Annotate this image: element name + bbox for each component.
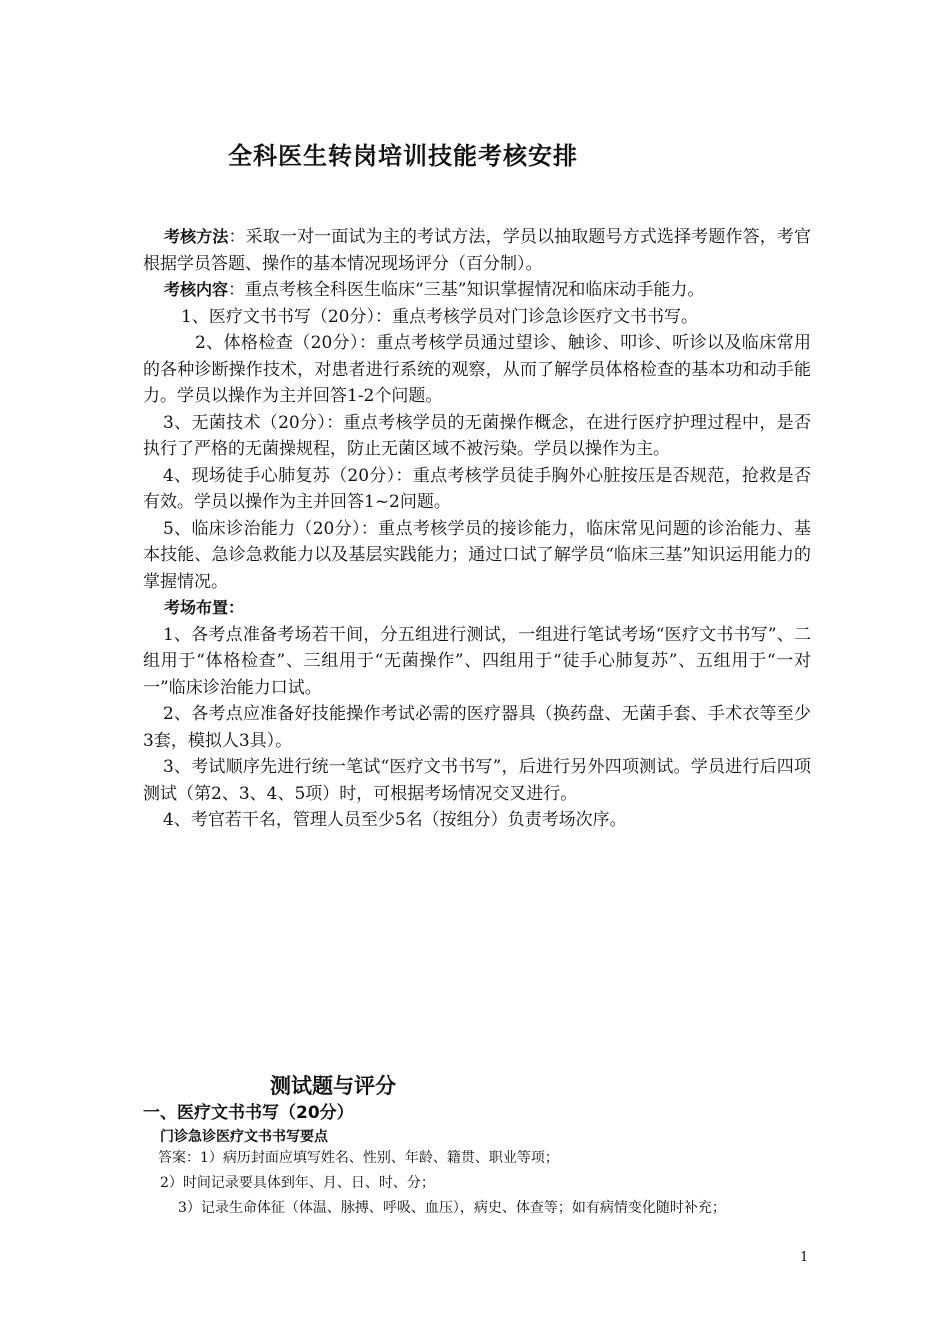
subheading: 门诊急诊医疗文书书写要点 (160, 1129, 328, 1145)
layout-item: 2、各考点应准备好技能操作考试必需的医疗器具（换药盘、无菌手套、手术衣等至少3套，模拟人3具）。 (143, 704, 811, 751)
layout-item: 1、各考点准备考场若干间，分五组进行测试，一组进行笔试考场“医疗文书书写”、二组用于“体格检查”、三组用于“无菌操作”、四组用于“徒手心肺复苏”、五组用于“一对一”临床诊治能力口试。 (143, 624, 811, 698)
content-paragraph (143, 277, 811, 304)
page-number: 1 (800, 1250, 809, 1265)
layout-item: 3、考试顺序先进行统一笔试“医疗文书书写”，后进行另外四项测试。学员进行后四项测试（第2、3、4、5项）时，可根据考场情况交叉进行。 (143, 757, 811, 804)
content-item: 1、医疗文书书写（20分）：重点考核学员对门诊急诊医疗文书书写。 (181, 306, 698, 327)
method-text: ：采取一对一面试为主的考试方法，学员以抽取题号方式选择考题作答，考官根据学员答题、操作的基本情况现场评分（百分制）。 (143, 227, 811, 274)
document-title: 全科医生转岗培训技能考核安排 (228, 142, 578, 170)
exam-arrangement-body (143, 224, 811, 834)
content-item: 2、体格检查（20分）：重点考核学员通过望诊、触诊、叩诊、听诊以及临床常用的各种诊断操作技术，对患者进行系统的观察，从而了解学员体格检查的基本功和动手能力。学员以操作为主并回答1-2个问题。 (143, 333, 811, 406)
content-item: 5、临床诊治能力（20分）：重点考核学员的接诊能力，临床常见问题的诊治能力、基本技能、急诊急救能力以及基层实践能力；通过口试了解学员“临床三基”知识运用能力的掌握情况。 (143, 518, 811, 592)
content-text: ：重点考核全科医生临床“三基”知识掌握情况和临床动手能力。 (228, 280, 705, 300)
layout-label: 考场布置： (164, 598, 245, 617)
method-label: 考核方法 (164, 227, 229, 246)
test-title: 测试题与评分 (270, 1074, 396, 1098)
answer-line: 2）时间记录要具体到年、月、日、时、分； (160, 1175, 435, 1191)
method-paragraph (143, 224, 811, 277)
content-item: 3、无菌技术（20分）：重点考核学员的无菌操作概念，在进行医疗护理过程中，是否执行了严格的无菌操规程，防止无菌区域不被污染。学员以操作为主。 (143, 412, 811, 459)
answer-line: 答案：1）病历封面应填写姓名、性别、年龄、籍贯、职业等项； (158, 1150, 559, 1166)
section-heading: 一、医疗文书书写（20分） (143, 1103, 354, 1123)
content-item: 4、现场徒手心肺复苏（20分）：重点考核学员徒手胸外心脏按压是否规范，抢救是否有效。学员以操作为主并回答1~2问题。 (143, 465, 811, 512)
content-label: 考核内容 (164, 280, 229, 299)
answer-line: 3）记录生命体征（体温、脉搏、呼吸、血压），病史、体查等；如有病情变化随时补充； (178, 1200, 726, 1216)
layout-item: 4、考官若干名，管理人员至少5名（按组分）负责考场次序。 (163, 810, 627, 830)
layout-heading (143, 595, 811, 622)
